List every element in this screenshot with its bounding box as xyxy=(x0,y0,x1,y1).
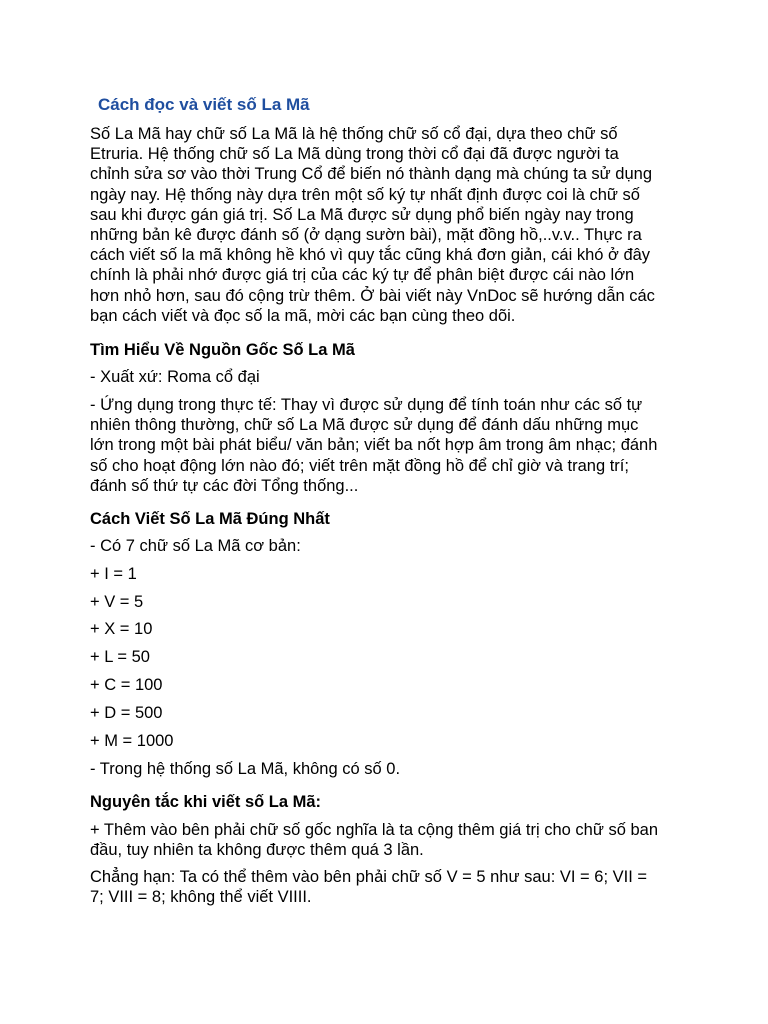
usage-line: đánh số thứ tự các đời Tổng thống... xyxy=(90,476,359,495)
numeral-item: + I = 1 xyxy=(90,565,137,583)
numeral-item: + D = 500 xyxy=(90,704,163,722)
numeral-item: + L = 50 xyxy=(90,648,150,666)
intro-line: chính là phải nhớ được giá trị của các ký tự để phân biệt được cái nào lớn xyxy=(90,266,635,285)
numeral-item: + V = 5 xyxy=(90,593,144,611)
intro-line: những bản kê được đánh số (ở dạng sườn bài), mặt đồng hồ,..v.v.. Thực ra xyxy=(90,226,642,245)
usage-line: số cho hoạt động lớn nào đó; viết trên mặt đồng hồ để chỉ giờ và trang trí; xyxy=(90,456,629,475)
rule-line: + Thêm vào bên phải chữ số gốc nghĩa là ta cộng thêm giá trị cho chữ số ban xyxy=(90,821,659,839)
numeral-item: + C = 100 xyxy=(90,676,163,694)
intro-line: Etruria. Hệ thống chữ số La Mã dùng trong thời cổ đại đã được người ta xyxy=(90,145,619,164)
intro-line: sau khi được gán giá trị. Số La Mã được sử dụng phổ biến ngày nay trong xyxy=(90,205,634,224)
document-title: Cách đọc và viết số La Mã xyxy=(98,95,310,114)
numerals-intro: - Có 7 chữ số La Mã cơ bản: xyxy=(90,537,301,555)
usage-line: - Ứng dụng trong thực tế: Thay vì được sử dụng để tính toán như các số tự xyxy=(90,396,643,414)
intro-paragraph xyxy=(90,124,690,326)
rule-paragraph xyxy=(90,820,658,860)
example-paragraph xyxy=(90,867,647,907)
section-heading-origin: Tìm Hiểu Về Nguồn Gốc Số La Mã xyxy=(90,341,355,359)
numeral-item: + X = 10 xyxy=(90,620,153,638)
intro-line: Số La Mã hay chữ số La Mã là hệ thống chữ số cổ đại, dựa theo chữ số xyxy=(90,125,618,143)
section-heading-writing: Cách Viết Số La Mã Đúng Nhất xyxy=(90,510,330,528)
intro-line: chỉnh sửa sơ vào thời Trung Cổ để biến nó thành dạng mà chúng ta sử dụng xyxy=(90,165,653,184)
numeral-item: + M = 1000 xyxy=(90,732,174,750)
zero-note: - Trong hệ thống số La Mã, không có số 0. xyxy=(90,760,401,778)
intro-line: bạn cách viết và đọc số la mã, mời các bạn cùng theo dõi. xyxy=(90,306,516,325)
example-line: 7; VIII = 8; không thể viết VIIII. xyxy=(90,888,312,907)
rule-line: đầu, tuy nhiên ta không được thêm quá 3 lần. xyxy=(90,841,424,860)
origin-line: - Xuất xứ: Roma cổ đại xyxy=(90,368,260,386)
intro-line: cách viết số la mã không hề khó vì quy tắc cũng khá đơn giản, cái khó ở đây xyxy=(90,246,651,265)
section-heading-rules: Nguyên tắc khi viết số La Mã: xyxy=(90,793,322,811)
intro-line: hơn nhỏ hơn, sau đó cộng trừ thêm. Ở bài viết này VnDoc sẽ hướng dẫn các xyxy=(90,286,655,305)
usage-paragraph xyxy=(90,395,657,496)
intro-line: ngày nay. Hệ thống này dựa trên một số ký tự nhất định được coi là chữ số xyxy=(90,185,640,204)
example-line: Chẳng hạn: Ta có thể thêm vào bên phải chữ số V = 5 như sau: VI = 6; VII = xyxy=(90,868,648,886)
usage-line: nhiên thông thường, chữ số La Mã được sử dụng để đánh dấu những mục xyxy=(90,416,639,435)
usage-line: lớn trong một bài phát biểu/ văn bản; viết ba nốt hợp âm trong âm nhạc; đánh xyxy=(90,436,658,455)
